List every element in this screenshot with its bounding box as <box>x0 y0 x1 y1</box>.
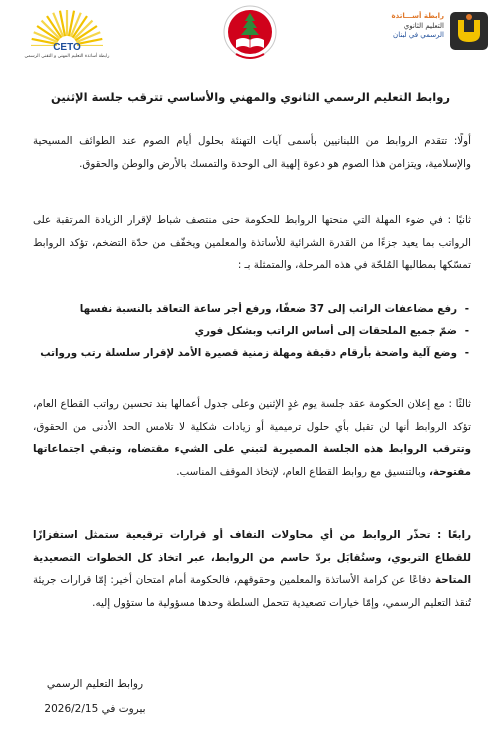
list-item: - وضع آلية واضحة بأرقام دقيقة ومهلة زمنية قصيرة الأمد لإقرار سلسلة رتب ورواتب <box>33 342 471 364</box>
paragraph-first: أولًا: تتقدم الروابط من اللبنانيين بأسمى آيات التهنئة بحلول أيام الصوم عند الطوائف المسيحية والإسلامية، ويتزامن هذا الصوم هو دعوة إلهية الى الوحدة والتمسك بالأرض والوطن والحقوق. <box>33 135 471 170</box>
paragraph-fourth-text: دفاعًا عن كرامة الأساتذة والمعلمين وحقوقهم، فالحكومة أمام امتحان أخير: إمّا قرارات جريئة تُنقذ التعليم الرسمي، وإمّا خيارات تصعيدية تتحمل السلطة وحدها مسؤولية ما ستؤول إليه. <box>33 574 471 609</box>
paragraph-fourth-bold: رابعًا : تحذّر الروابط من أي محاولات التفاف أو قرارات ترقيعية ستمثل استفزازًا للقطاع التربوي، وستُقابَل بردّ حاسم من الروابط، عبر اتخاذ كل الخطوات التصعيدية المتاحة <box>33 529 471 586</box>
signature: روابط التعليم الرسمي <box>46 678 144 690</box>
paragraph-third-bold: وتترقب الروابط هذه الجلسة المصيرية لتبني على الشيء مقتضاه، وتبقي اجتماعاتها مفتوحة، <box>33 443 471 478</box>
document-title: روابط التعليم الرسمي الثانوي والمهني والأساسي تترقب جلسة الإثنين <box>51 90 450 104</box>
cedar-book-emblem-icon <box>222 4 278 64</box>
list-item: - رفع مضاعفات الراتب إلى 37 ضعفًا، ورفع أجر ساعة التعاقد بالنسبة نفسها <box>33 298 471 320</box>
ceto-logo <box>24 6 110 64</box>
paragraph-fourth <box>33 524 471 614</box>
paragraph-third-text: ثالثًا : مع إعلان الحكومة عقد جلسة يوم غدٍ الإثنين وعلى جدول أعمالها بند تحسين رواتب القطاع العام، تؤكد الروابط أنها لن تقبل بأي حلول ترميمية أو زيادات شكلية لا تلامس الحد الأدنى من الحقوق، <box>33 398 471 433</box>
place-date: بيروت في 2026/2/15 <box>44 703 146 715</box>
ceto-logo-subtitle: رابطة أساتذة التعليم المهني و التقني الرسمي <box>24 54 110 59</box>
ceto-logo-text: CETO <box>53 42 81 53</box>
teachers-association-logo <box>384 10 490 56</box>
list-item: - ضمّ جميع الملحقات إلى أساس الراتب وبشكل فوري <box>33 320 471 342</box>
paragraph-third-end: وبالتنسيق مع روابط القطاع العام، لإتخاذ الموقف المناسب. <box>176 465 429 478</box>
demands-list <box>33 298 471 364</box>
paragraph-third <box>33 393 471 483</box>
letterhead <box>0 0 501 70</box>
association-emblem-icon <box>448 10 490 52</box>
sun-rays-icon <box>28 6 106 46</box>
paragraph-second: ثانيًا : في ضوء المهلة التي منحتها الروابط للحكومة حتى منتصف شباط لإقرار الزيادة المرتقبة على الرواتب بما يعيد جزءًا من القدرة الشرائية للأساتذة والمعلمين ويخفّف من حدّة التضخم، تؤكد الروابط تمسّكها بمطالبها المُلحّة في هذه المرحلة، والمتمثلة بـ : <box>33 214 471 271</box>
association-name: رابطة أســـاتذة التعليم الثانوي الرسمي في لبنان <box>391 12 444 39</box>
